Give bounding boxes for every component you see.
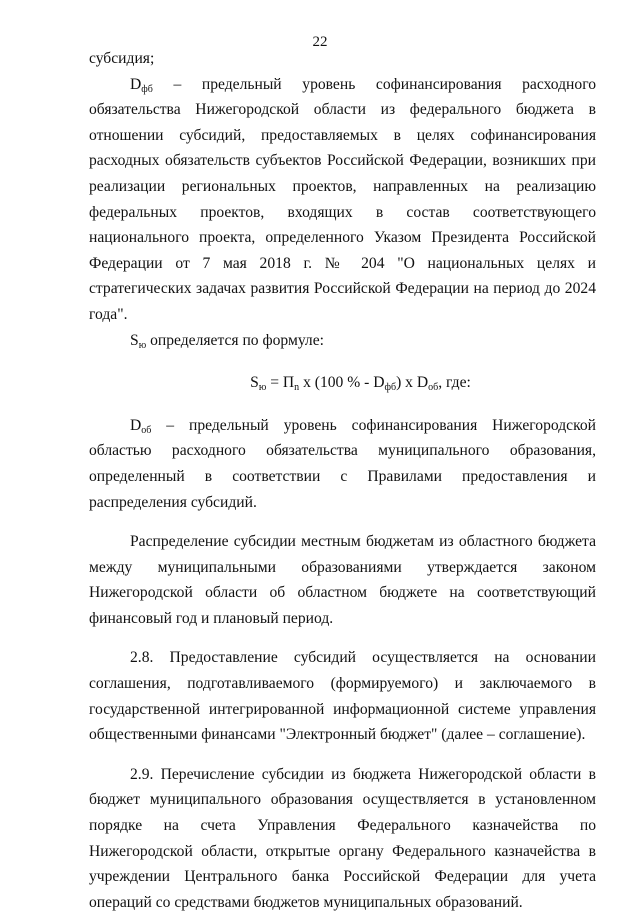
paragraph-sy-intro (89, 328, 596, 354)
paragraph-2-9: 2.9. Перечисление субсидии из бюджета Нижегородской области в бюджет муниципального образования осуществляется в установленном порядке на счета Управления Федерального казначейства по Нижегородской области, открытые органу Федерального казначейства в учреждении Центрального банка Российской Федерации для учета операций со средствами бюджетов муниципальных образований. (89, 765, 596, 911)
symbol-subscript: об (141, 424, 152, 436)
paragraph-distribution: Распределение субсидии местным бюджетам из областного бюджета между муниципальными образованиями утверждается законом Нижегородской области об областном бюджете на соответствующий финансовый год и плановый период. (89, 533, 596, 627)
page-number: 22 (312, 34, 328, 50)
symbol-subscript: ю (138, 339, 147, 351)
paragraph-subsidy: субсидия; (89, 50, 155, 67)
formula: $S_ю = П_n$ x (100 % - $D_{фб}$) x $D_{об}$, где: (250, 374, 471, 394)
definition-text: – предельный уровень софинансирования Нижегородской областью расходного обязательства муниципального образования, определенный в соответствии с Правилами предоставления и распределения субсидий. (89, 416, 596, 511)
paragraph-2-8: 2.8. Предоставление субсидий осуществляется на основании соглашения, подготавливаемого (формируемого) и заключаемого в государственной интегрированной информационной системе управления общественными финансами "Электронный бюджет" (далее – соглашение). (89, 649, 596, 744)
intro-text: определяется по формуле: (146, 331, 324, 349)
symbol-s: S (130, 331, 139, 349)
definition-text: – предельный уровень софинансирования расходного обязательства Нижегородской области из федерального бюджета в отношении субсидий, предоставляемых в целях софинансирования расходных обязательств субъектов Российской Федерации, возникших при реализации региональных проектов, направленных на реализацию федеральных проектов, входящих в состав соответствующего национального проекта, определенного Указом Президента Российской Федерации от 7 мая 2018 г. № 204 "О национальных целях и стратегических задачах развития Российской Федерации на период до 2024 года". (89, 75, 596, 323)
symbol-subscript: фб (141, 83, 153, 95)
paragraph-dob-definition (89, 413, 596, 515)
symbol-d: D (130, 75, 142, 93)
symbol-d: D (130, 416, 142, 434)
document-body (89, 46, 596, 915)
paragraph-dfb-definition (89, 72, 596, 328)
